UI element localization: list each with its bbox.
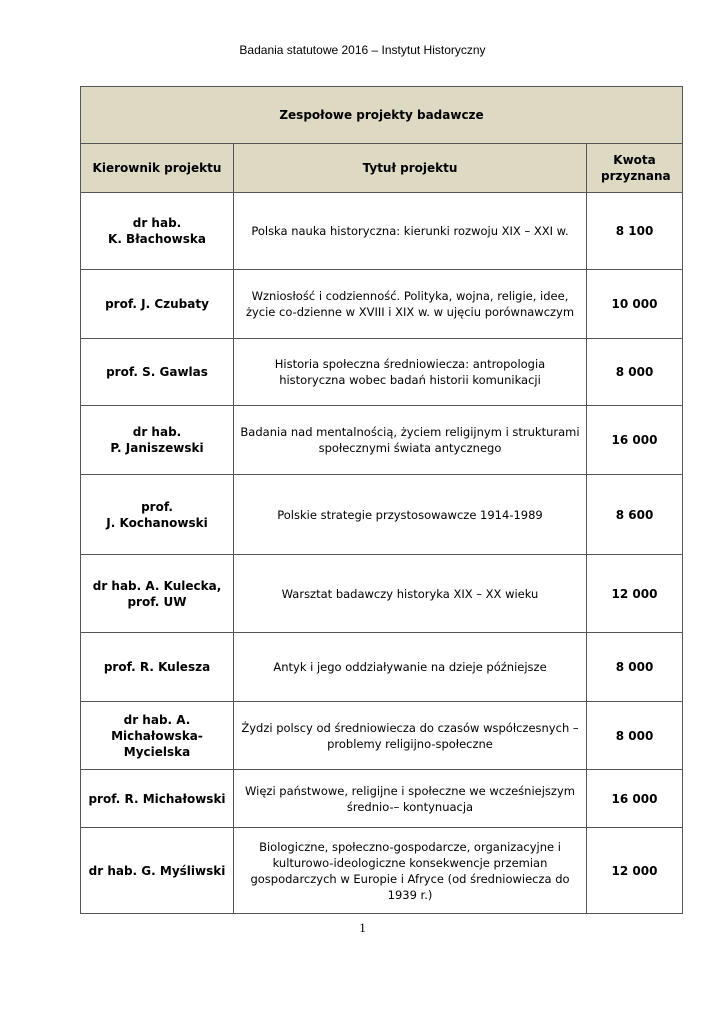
leader-cell: prof. R. Michałowski (81, 770, 234, 828)
table-row (81, 555, 683, 633)
page-header: Badania statutowe 2016 – Instytut Historyczny (239, 43, 486, 57)
table-header-row (81, 144, 683, 193)
table-row (81, 339, 683, 406)
table-row (81, 633, 683, 702)
project-title-cell: Polskie strategie przystosowawcze 1914-1989 (234, 475, 587, 555)
page-number: 1 (359, 920, 366, 935)
leader-cell: prof. S. Gawlas (81, 339, 234, 406)
amount-cell: 10 000 (587, 270, 683, 339)
amount-cell: 16 000 (587, 770, 683, 828)
column-header-leader: Kierownik projektu (81, 144, 234, 193)
project-title-cell: Antyk i jego oddziaływanie na dzieje późniejsze (234, 633, 587, 702)
leader-cell: prof. J. Kochanowski (81, 475, 234, 555)
amount-cell: 8 000 (587, 339, 683, 406)
project-title-cell: Warsztat badawczy historyka XIX – XX wieku (234, 555, 587, 633)
project-title-cell: Badania nad mentalnością, życiem religijnym i strukturami społecznymi świata antycznego (234, 406, 587, 475)
table-row (81, 770, 683, 828)
project-title-cell: Historia społeczna średniowiecza: antropologia historyczna wobec badań historii komunikacji (234, 339, 587, 406)
table-title-row (81, 87, 683, 144)
project-title-cell: Biologiczne, społeczno-gospodarcze, organizacyjne i kulturowo-ideologiczne konsekwencje przemian gospodarczych w Europie i Afryce (od średniowiecza do 1939 r.) (234, 828, 587, 914)
leader-cell: prof. J. Czubaty (81, 270, 234, 339)
amount-cell: 8 000 (587, 633, 683, 702)
table-row (81, 702, 683, 770)
grant-table (80, 86, 683, 914)
project-title-cell: Żydzi polscy od średniowiecza do czasów współczesnych – problemy religijno-społeczne (234, 702, 587, 770)
table-row (81, 270, 683, 339)
amount-cell: 8 000 (587, 702, 683, 770)
leader-cell: dr hab. K. Błachowska (81, 193, 234, 270)
amount-cell: 12 000 (587, 555, 683, 633)
amount-cell: 8 600 (587, 475, 683, 555)
table-title: Zespołowe projekty badawcze (81, 87, 683, 144)
amount-cell: 16 000 (587, 406, 683, 475)
project-title-cell: Wzniosłość i codzienność. Polityka, wojna, religie, idee, życie co-dzienne w XVIII i XIX w. w ujęciu porównawczym (234, 270, 587, 339)
amount-cell: 12 000 (587, 828, 683, 914)
project-title-cell: Polska nauka historyczna: kierunki rozwoju XIX – XXI w. (234, 193, 587, 270)
project-title-cell: Więzi państwowe, religijne i społeczne we wcześniejszym średnio-– kontynuacja (234, 770, 587, 828)
leader-cell: prof. R. Kulesza (81, 633, 234, 702)
table-body (81, 193, 683, 914)
leader-cell: dr hab. A. Kulecka, prof. UW (81, 555, 234, 633)
table-row (81, 193, 683, 270)
column-header-amount: Kwota przyznana (587, 144, 683, 193)
table-row (81, 475, 683, 555)
leader-cell: dr hab. G. Myśliwski (81, 828, 234, 914)
table-row (81, 406, 683, 475)
column-header-title: Tytuł projektu (234, 144, 587, 193)
table-row (81, 828, 683, 914)
amount-cell: 8 100 (587, 193, 683, 270)
leader-cell: dr hab. A. Michałowska- Mycielska (81, 702, 234, 770)
leader-cell: dr hab. P. Janiszewski (81, 406, 234, 475)
